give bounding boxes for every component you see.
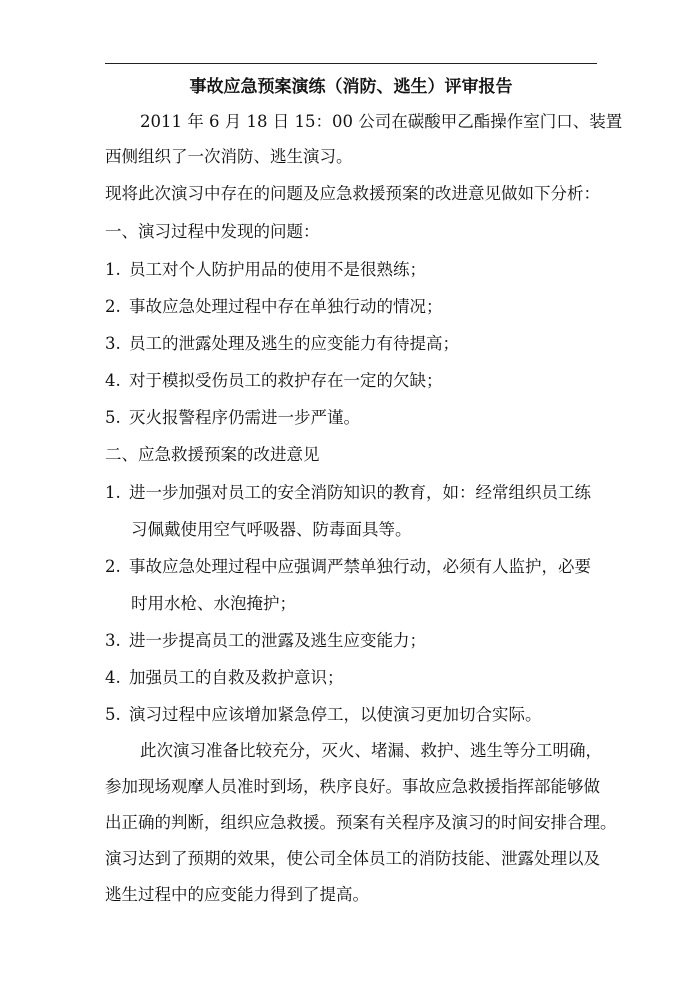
list-item bbox=[105, 258, 605, 282]
item-number: 3. bbox=[105, 631, 121, 650]
list-item bbox=[105, 332, 605, 356]
item-number: 5. bbox=[105, 408, 121, 427]
list-item bbox=[105, 295, 605, 319]
item-number: 4. bbox=[105, 371, 121, 390]
section1-heading: 一、演习过程中发现的问题： bbox=[105, 222, 320, 241]
item-number: 4. bbox=[105, 668, 121, 687]
item-number: 3. bbox=[105, 334, 121, 353]
item-text: 员工对个人防护用品的使用不是很熟练； bbox=[129, 260, 426, 279]
list-item bbox=[105, 666, 605, 690]
item-text: 事故应急处理过程中存在单独行动的情况； bbox=[129, 297, 443, 316]
item-number: 1. bbox=[105, 260, 121, 279]
item-text: 灭火报警程序仍需进一步严谨。 bbox=[129, 408, 360, 427]
conclusion-line: 此次演习准备比较充分，灭火、堵漏、救护、逃生等分工明确， bbox=[140, 741, 602, 760]
item-number: 2. bbox=[105, 557, 121, 576]
list-item bbox=[105, 369, 605, 393]
item-number: 1. bbox=[105, 483, 121, 502]
item-text: 进一步提高员工的泄露及逃生应变能力； bbox=[129, 631, 426, 650]
intro-line: 西侧组织了一次消防、逃生演习。 bbox=[105, 147, 353, 166]
conclusion-line: 出正确的判断，组织应急救援。预案有关程序及演习的时间安排合理。 bbox=[105, 813, 617, 832]
intro-line: 2011 年 6 月 18 日 15：00 公司在碳酸甲乙酯操作室门口、装置 bbox=[140, 112, 623, 131]
item-text: 进一步加强对员工的安全消防知识的教育，如：经常组织员工练 bbox=[129, 483, 591, 502]
list-item bbox=[105, 481, 605, 505]
document-title: 事故应急预案演练（消防、逃生）评审报告 bbox=[189, 77, 513, 97]
section2-heading: 二、应急救援预案的改进意见 bbox=[105, 445, 320, 464]
item-text: 对于模拟受伤员工的救护存在一定的欠缺； bbox=[129, 371, 443, 390]
conclusion-line: 参加现场观摩人员准时到场，秩序良好。事故应急救援指挥部能够做 bbox=[105, 777, 600, 796]
item-text: 员工的泄露处理及逃生的应变能力有待提高； bbox=[129, 334, 459, 353]
conclusion-line: 逃生过程中的应变能力得到了提高。 bbox=[105, 885, 369, 904]
item-number: 2. bbox=[105, 297, 121, 316]
list-item bbox=[105, 555, 605, 579]
list-item-continuation: 习佩戴使用空气呼吸器、防毒面具等。 bbox=[131, 520, 412, 539]
list-item bbox=[105, 406, 605, 430]
list-item-continuation: 时用水枪、水泡掩护； bbox=[131, 594, 296, 613]
list-item bbox=[105, 703, 605, 727]
item-number: 5. bbox=[105, 705, 121, 724]
conclusion-line: 演习达到了预期的效果，使公司全体员工的消防技能、泄露处理以及 bbox=[105, 849, 600, 868]
item-text: 事故应急处理过程中应强调严禁单独行动，必须有人监护，必要 bbox=[129, 557, 591, 576]
header-rule bbox=[105, 63, 597, 64]
item-text: 加强员工的自救及救护意识； bbox=[129, 668, 344, 687]
item-text: 演习过程中应该增加紧急停工，以使演习更加切合实际。 bbox=[129, 705, 542, 724]
analysis-intro: 现将此次演习中存在的问题及应急救援预案的改进意见做如下分析： bbox=[105, 184, 600, 203]
list-item bbox=[105, 629, 605, 653]
